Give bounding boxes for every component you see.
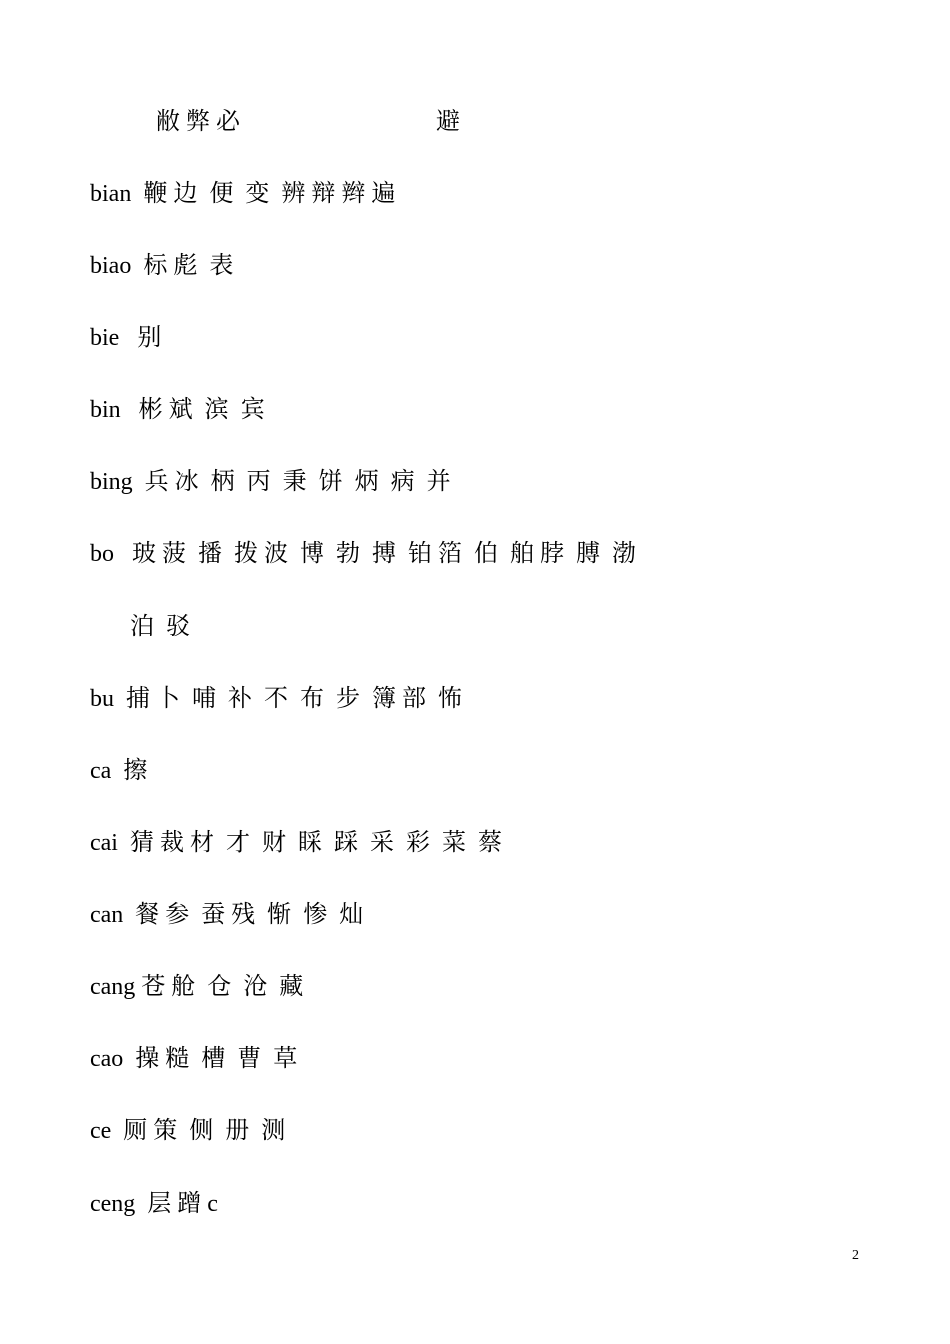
- pinyin-line-ca: ca 擦: [90, 758, 148, 784]
- pinyin-line-cai: cai 猜 裁 材 才 财 睬 踩 采 彩 菜 蔡: [90, 830, 502, 856]
- pinyin-line-bo: bo 玻 菠 播 拨 波 博 勃 搏 铂 箔 伯 舶 脖 膊 渤: [90, 541, 636, 567]
- header-right-chars: 避: [436, 109, 460, 135]
- pinyin-line-bing: bing 兵 冰 柄 丙 秉 饼 炳 病 并: [90, 469, 451, 495]
- pinyin-line-bu: bu 捕 卜 哺 补 不 布 步 簿 部 怖: [90, 686, 462, 712]
- pinyin-line-cao: cao 操 糙 槽 曹 草: [90, 1046, 298, 1072]
- pinyin-line-bie: bie 别: [90, 325, 162, 351]
- pinyin-line-cang: cang 苍 舱 仓 沧 藏: [90, 974, 304, 1000]
- pinyin-line-bian: bian 鞭 边 便 变 辨 辩 辫 遍: [90, 181, 396, 207]
- page-number: 2: [852, 1248, 859, 1263]
- pinyin-line-biao: biao 标 彪 表: [90, 253, 234, 279]
- pinyin-line-ce: ce 厕 策 侧 册 测: [90, 1118, 286, 1144]
- pinyin-line-ceng: ceng 层 蹭 c: [90, 1191, 218, 1217]
- pinyin-line-bo-continued: 泊 驳: [130, 614, 190, 640]
- header-left-chars: 敝 弊 必: [156, 109, 240, 135]
- pinyin-line-bin: bin 彬 斌 滨 宾: [90, 397, 265, 423]
- pinyin-line-can: can 餐 参 蚕 残 惭 惨 灿: [90, 902, 364, 928]
